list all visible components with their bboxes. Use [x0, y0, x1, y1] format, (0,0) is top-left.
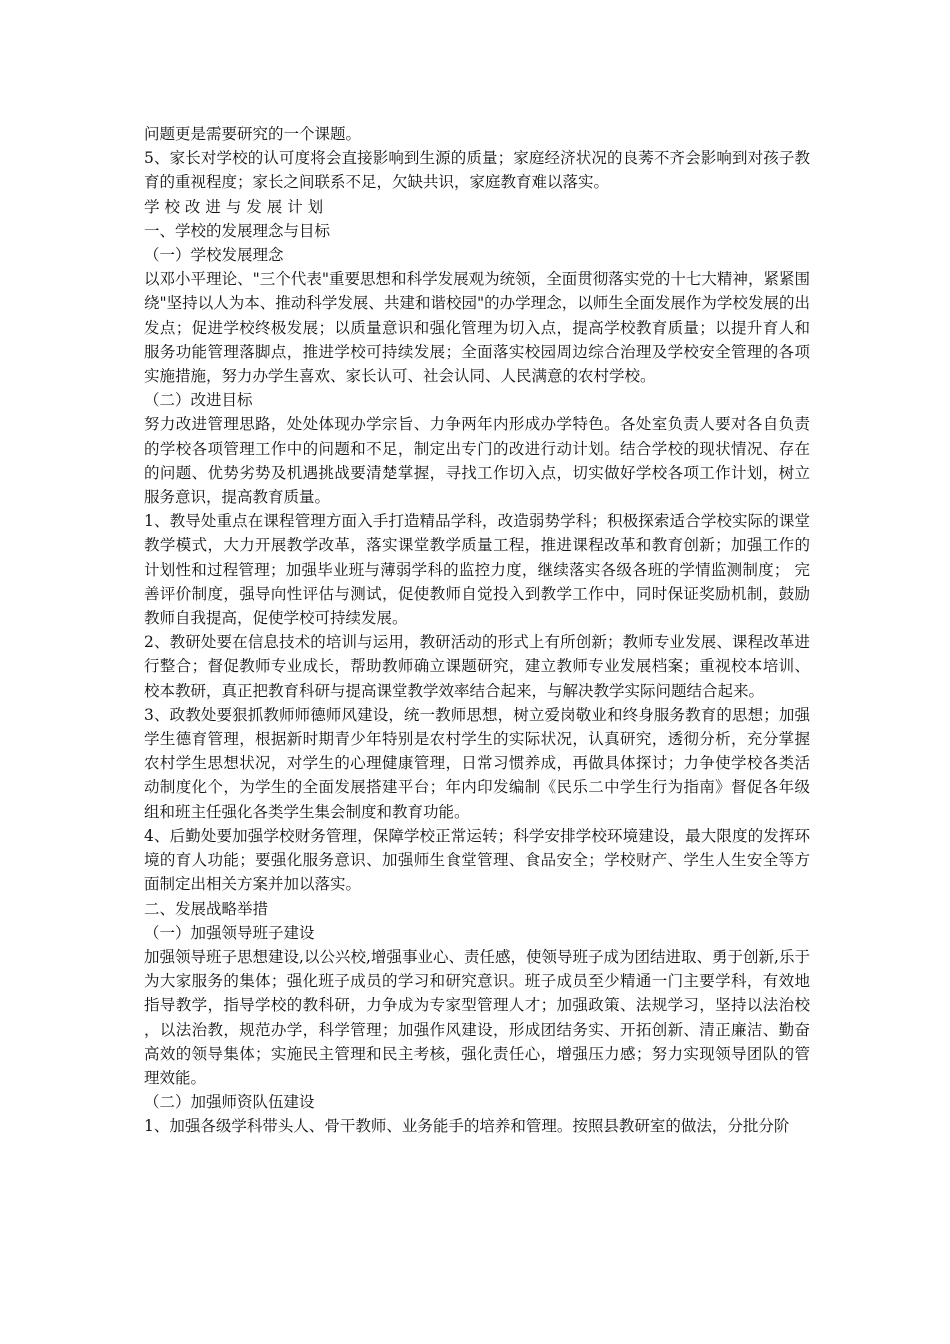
section-heading-2: 二、发展战略举措: [144, 899, 269, 918]
subsection-heading-2-2: （二）加强师资队伍建设: [144, 1093, 315, 1112]
paragraph-continuation: 问题更是需要研究的一个课题。: [144, 125, 362, 143]
paragraph-improvement-goals: 努力改进管理思路，处处体现办学宗旨、力争两年内形成办学特色。各处室负责人要对各自负责的学校各项管理工作中的问题和不足，制定出专门的改进行动计划。结合学校的现状情况、存在的问题、优势劣势及机遇挑战要清楚掌握，寻找工作切入点，切实做好学校各项工作计划，树立服务意识，提高教育质量。: [144, 415, 810, 507]
subsection-heading-1-1: （一）学校发展理念: [144, 246, 284, 265]
document-title: 学校改进与发展计划: [144, 197, 329, 216]
paragraph-item-5: 5、家长对学校的认可度将会直接影响到生源的质量；家庭经济状况的良莠不齐会影响到对孩子教育的重视程度；家长之间联系不足，欠缺共识，家庭教育难以落实。: [144, 149, 810, 192]
paragraph-teacher-training: 1、加强各级学科带头人、骨干教师、业务能手的培养和管理。按照县教研室的做法，分批分阶: [144, 1117, 790, 1136]
document-page: [144, 122, 810, 1139]
section-heading-1: 一、学校的发展理念与目标: [144, 221, 331, 240]
subsection-heading-2-1: （一）加强领导班子建设: [144, 923, 315, 942]
paragraph-teaching-office: 1、教导处重点在课程管理方面入手打造精品学科，改造弱势学科；积极探索适合学校实际的课堂教学模式，大力开展教学改革，落实课堂教学质量工程，推进课程改革和教育创新；加强工作的计划性和过程管理；加强毕业班与薄弱学科的监控力度，继续落实各级各班的学情监测制度； 完善评价制度，强导向性评估与测试，促使教师自觉投入到教学工作中，同时保证奖励机制，鼓励教师自我提高，促使学校可持续发展。: [144, 512, 810, 628]
paragraph-political-office: 3、政教处要狠抓教师师德师风建设，统一教师思想，树立爱岗敬业和终身服务教育的思想；加强学生德育管理，根据新时期青少年特别是农村学生的实际状况，认真研究，透彻分析，充分掌握农村学生思想状况，对学生的心理健康管理，日常习惯养成，再做具体探讨；力争使学校各类活动制度化个，为学生的全面发展搭建平台；年内印发编制《民乐二中学生行为指南》督促各年级组和班主任强化各类学生集会制度和教育功能。: [144, 705, 810, 821]
paragraph-logistics-office: 4、后勤处要加强学校财务管理，保障学校正常运转；科学安排学校环境建设，最大限度的发挥环境的育人功能；要强化服务意识、加强师生食堂管理、食品安全；学校财产、学生人生安全等方面制定出相关方案并加以落实。: [144, 826, 810, 894]
paragraph-leadership: 加强领导班子思想建设,以公兴校,增强事业心、责任感，使领导班子成为团结进取、勇于创新,乐于为大家服务的集体；强化班子成员的学习和研究意识。班子成员至少精通一门主要学科，有效地指导教学，指导学校的教科研，力争成为专家型管理人才；加强政策、法规学习，坚持以法治校，以法治教，规范办学，科学管理；加强作风建设，形成团结务实、开拓创新、清正廉洁、勤奋高效的领导集体；实施民主管理和民主考核，强化责任心，增强压力感；努力实现领导团队的管理效能。: [144, 947, 810, 1087]
subsection-heading-1-2: （二）改进目标: [144, 391, 253, 410]
paragraph-development-concept: 以邓小平理论、"三个代表"重要思想和科学发展观为统领，全面贯彻落实党的十七大精神，紧紧围绕"坚持以人为本、推动科学发展、共建和谐校园"的办学理念，以师生全面发展作为学校发展的出发点；促进学校终极发展；以质量意识和强化管理为切入点，提高学校教育质量；以提升育人和服务功能管理落脚点，推进学校可持续发展；全面落实校园周边综合治理及学校安全管理的各项实施措施，努力办学生喜欢、家长认可、社会认同、人民满意的农村学校。: [144, 270, 810, 386]
paragraph-research-office: 2、教研处要在信息技术的培训与运用，教研活动的形式上有所创新；教师专业发展、课程改革进行整合；督促教师专业成长，帮助教师确立课题研究，建立教师专业发展档案；重视校本培训、校本教研，真正把教育科研与提高课堂教学效率结合起来，与解决教学实际问题结合起来。: [144, 633, 810, 700]
